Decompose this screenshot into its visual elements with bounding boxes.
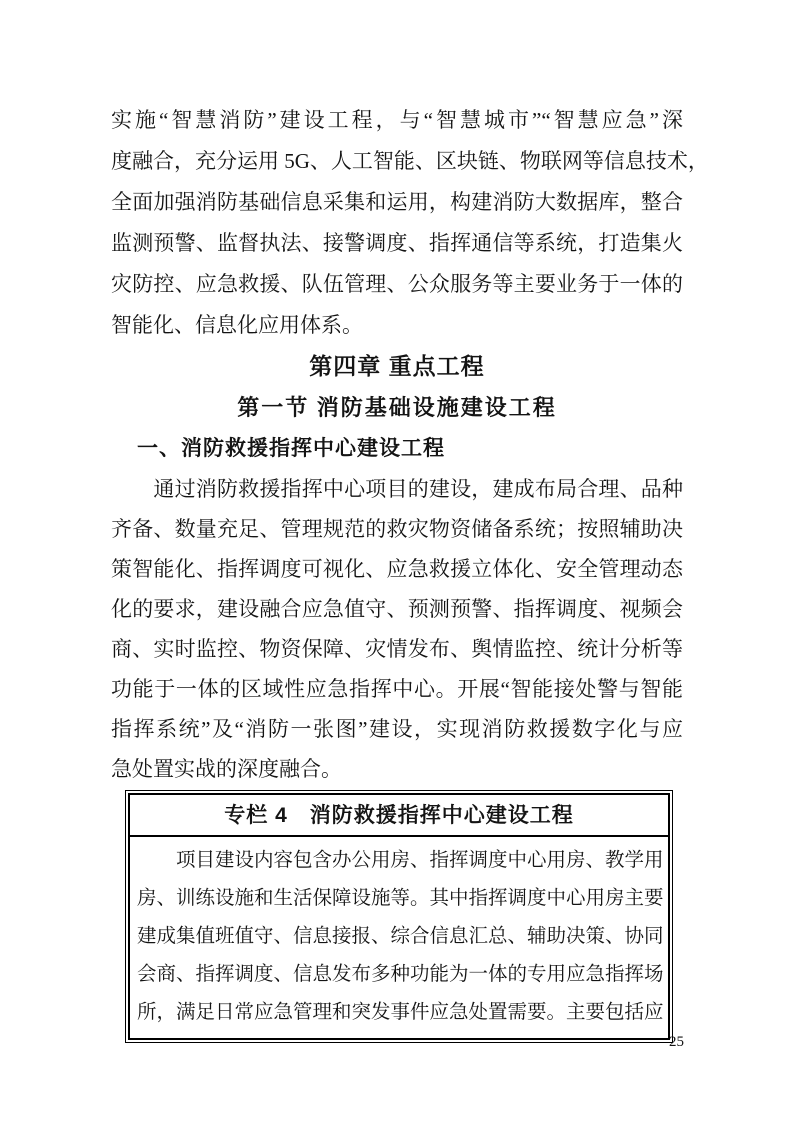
text-line: 通过消防救援指挥中心项目的建设，建成布局合理、品种 [111, 477, 683, 501]
chapter-heading: 第四章 重点工程 [309, 353, 485, 379]
panel-inner-border [128, 793, 670, 1040]
text-line: 化的要求，建设融合应急值守、预测预警、指挥调度、视频会 [111, 597, 683, 621]
panel-body [130, 837, 668, 1038]
text-line: 项目建设内容包含办公用房、指挥调度中心用房、教学用 [137, 849, 664, 871]
body-paragraph [111, 469, 683, 789]
text-line: 灾防控、应急救援、队伍管理、公众服务等主要业务于一体的 [111, 272, 683, 296]
intro-paragraph [111, 100, 709, 346]
subsection-heading: 一、消防救援指挥中心建设工程 [137, 437, 445, 460]
text-line: 实施“智慧消防”建设工程，与“智慧城市”“智慧应急”深 [111, 108, 683, 132]
text-line: 商、实时监控、物资保障、灾情发布、舆情监控、统计分析等 [111, 637, 683, 661]
text-line: 建成集值班值守、信息接报、综合信息汇总、辅助决策、协同 [137, 925, 664, 947]
text-line: 智能化、信息化应用体系。 [111, 313, 363, 337]
text-line: 会商、指挥调度、信息发布多种功能为一体的专用应急指挥场 [137, 963, 664, 985]
text-line: 房、训练设施和生活保障设施等。其中指挥调度中心用房主要 [137, 887, 664, 909]
text-line: 度融合，充分运用 5G、人工智能、区块链、物联网等信息技术， [111, 149, 709, 173]
text-line: 全面加强消防基础信息采集和运用，构建消防大数据库，整合 [111, 190, 683, 214]
text-line: 所，满足日常应急管理和突发事件应急处置需要。主要包括应 [137, 1001, 664, 1023]
text-line: 监测预警、监督执法、接警调度、指挥通信等系统，打造集火 [111, 231, 683, 255]
section-heading: 第一节 消防基础设施建设工程 [237, 395, 557, 420]
panel-title: 专栏 4 消防救援指挥中心建设工程 [130, 795, 668, 837]
text-line: 齐备、数量充足、管理规范的救灾物资储备系统；按照辅助决 [111, 517, 683, 541]
panel-box [125, 790, 673, 1043]
text-line: 急处置实战的深度融合。 [111, 757, 342, 781]
text-line: 策智能化、指挥调度可视化、应急救援立体化、安全管理动态 [111, 557, 683, 581]
text-line: 指挥系统”及“消防一张图”建设，实现消防救援数字化与应 [111, 717, 683, 741]
page-content [111, 100, 709, 1043]
page-number: 25 [669, 1034, 684, 1050]
text-line: 功能于一体的区域性应急指挥中心。开展“智能接处警与智能 [111, 677, 683, 701]
